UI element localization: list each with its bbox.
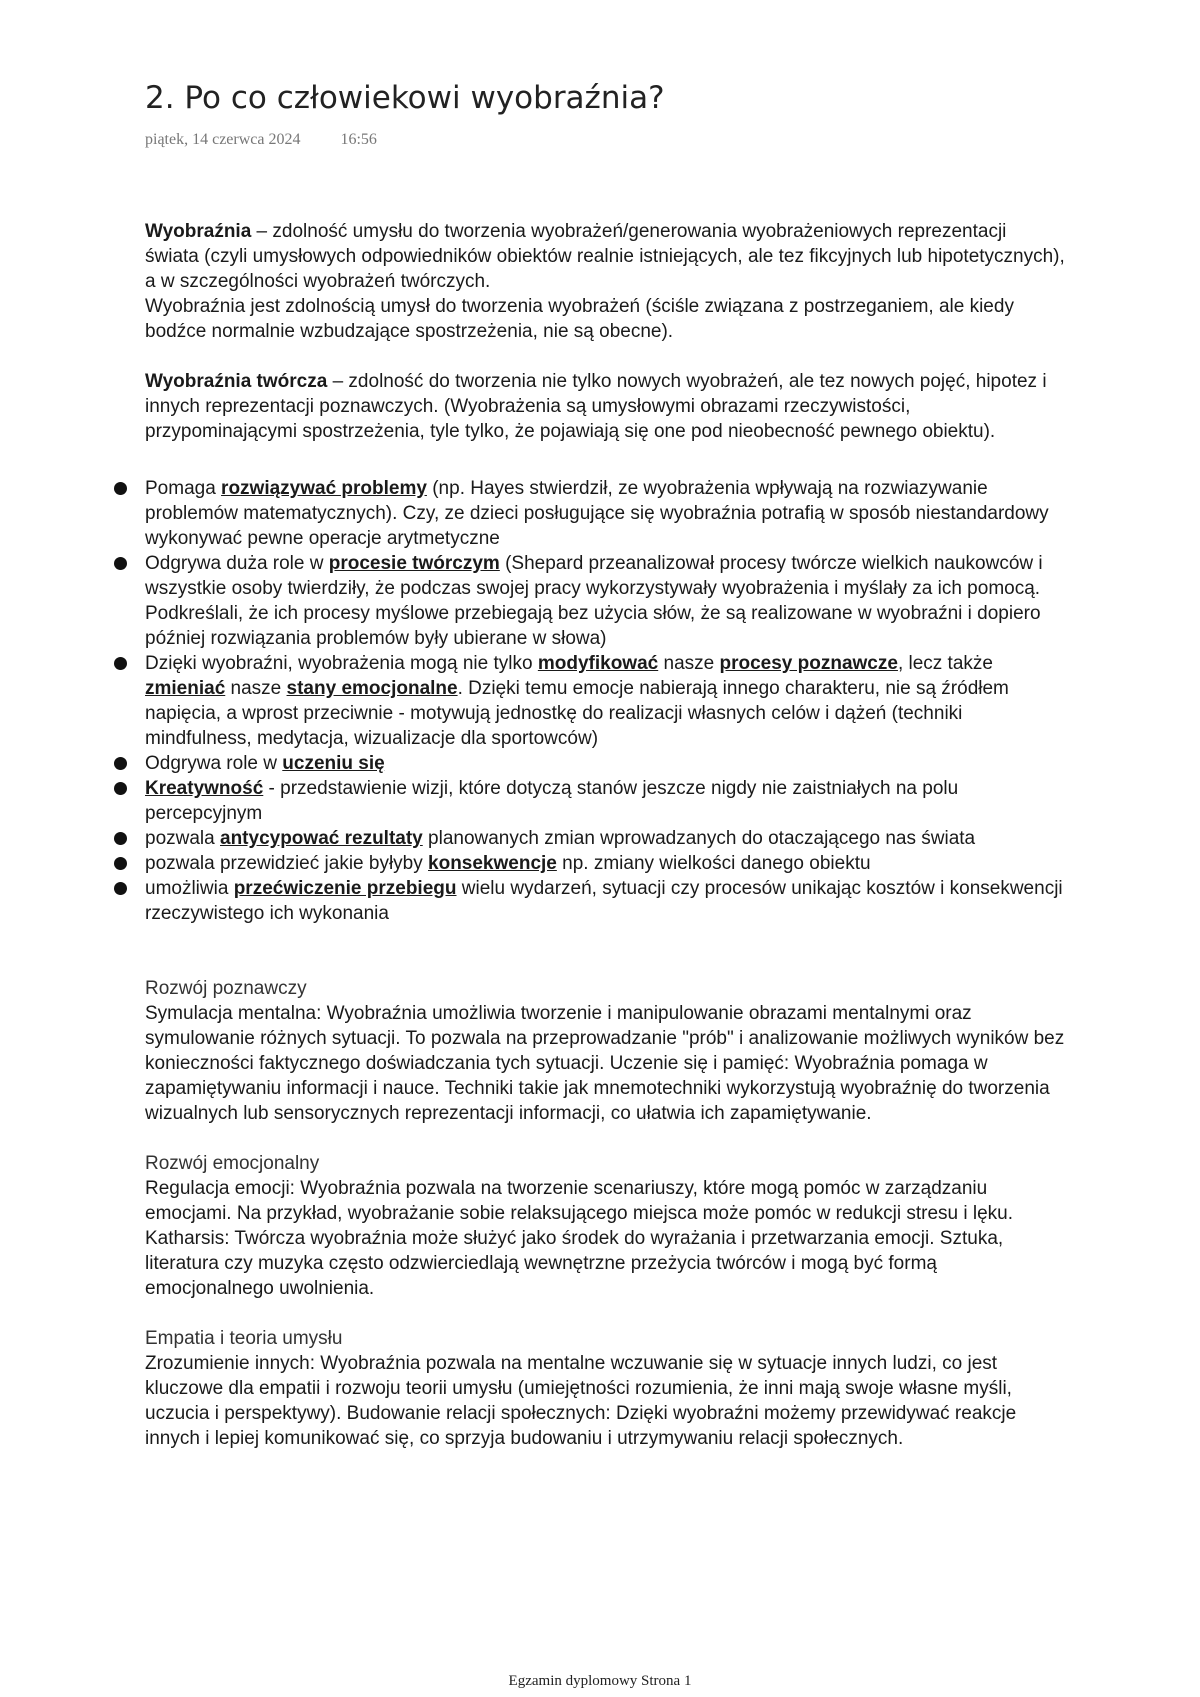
page-footer: Egzamin dyplomowy Strona 1 bbox=[508, 1673, 692, 1689]
section-heading: Empatia i teoria umysłu bbox=[145, 1328, 343, 1349]
bullet-text: Dzięki wyobraźni, wyobrażenia mogą nie tylko bbox=[145, 653, 538, 674]
bullet-item bbox=[145, 651, 1065, 751]
definition-wyobraznia bbox=[145, 219, 1065, 344]
definition-term: Wyobraźnia bbox=[145, 221, 252, 242]
bullet-item bbox=[145, 751, 1065, 776]
emphasized-term: uczeniu się bbox=[282, 753, 385, 774]
section bbox=[145, 1326, 1065, 1451]
emphasized-term: zmieniać bbox=[145, 678, 226, 699]
bullet-text: umożliwia bbox=[145, 878, 234, 899]
section bbox=[145, 976, 1065, 1126]
section-heading: Rozwój poznawczy bbox=[145, 978, 307, 999]
bullet-text: np. zmiany wielkości danego obiektu bbox=[556, 853, 871, 874]
definition-term: Wyobraźnia twórcza bbox=[145, 371, 328, 392]
definition-text: – zdolność umysłu do tworzenia wyobrażeń/generowania wyobrażeniowych reprezentacji świata (czyli umysłowych odpowiedników obiektów realnie istniejących, ale tez fikcyjnych lub hipotetycznych), a w szczególności wyobrażeń twórczych. bbox=[145, 221, 1065, 292]
bullet-text: . Dzięki temu emocje nabierają innego charakteru, nie są źródłem napięcia, a wprost przeciwnie - motywują jednostkę do realizacji własnych celów i dążeń (techniki mindfulness, medytacja, wizualizacje dla sportowców) bbox=[145, 678, 1009, 749]
bullet-item bbox=[145, 551, 1065, 651]
bullet-text: (Shepard przeanalizował procesy twórcze wielkich naukowców i wszystkie osoby twierdziły, że podczas swojej pracy wykorzystywały wyobrażenia i myślały za ich pomocą. Podkreślali, że ich procesy myślowe przebiegają bez użycia słów, że są realizowane w wyobraźni i dopiero później rozwiązania problemów były ubierane w słowa) bbox=[145, 553, 1043, 649]
bullet-text: pozwala bbox=[145, 828, 220, 849]
bullet-text: - przedstawienie wizji, które dotyczą stanów jeszcze nigdy nie zaistniałych na polu percepcyjnym bbox=[145, 778, 959, 824]
emphasized-term: stany emocjonalne bbox=[286, 678, 458, 699]
emphasized-term: modyfikować bbox=[537, 653, 659, 674]
section-heading: Rozwój emocjonalny bbox=[145, 1153, 320, 1174]
section bbox=[145, 1151, 1065, 1301]
emphasized-term: przećwiczenie przebiegu bbox=[233, 878, 457, 899]
bullet-text: wielu wydarzeń, sytuacji czy procesów unikając kosztów i konsekwencji rzeczywistego ich wykonania bbox=[145, 878, 1063, 924]
page-time: 16:56 bbox=[340, 131, 377, 148]
emphasized-term: antycypować rezultaty bbox=[220, 828, 423, 849]
emphasized-term: konsekwencje bbox=[428, 853, 557, 874]
section-body: Symulacja mentalna: Wyobraźnia umożliwia tworzenie i manipulowanie obrazami mentalnymi oraz symulowanie różnych sytuacji. To pozwala na przeprowadzanie "prób" i analizowanie możliwych wyników bez konieczności faktycznego doświadczania tych sytuacji. Uczenie się i pamięć: Wyobraźnia pomaga w zapamiętywaniu informacji i nauce. Techniki takie jak mnemotechniki wykorzystują wyobraźnię do tworzenia wizualnych lub sensorycznych reprezentacji informacji, co ułatwia ich zapamiętywanie. bbox=[145, 1003, 1065, 1124]
bullet-text: nasze bbox=[225, 678, 287, 699]
page-content bbox=[145, 219, 1065, 1451]
emphasized-term: procesie twórczym bbox=[328, 553, 500, 574]
emphasized-term: Kreatywność bbox=[145, 778, 264, 799]
bullet-text: , lecz także bbox=[897, 653, 993, 674]
sections bbox=[145, 976, 1065, 1451]
emphasized-term: procesy poznawcze bbox=[719, 653, 898, 674]
bullet-list bbox=[145, 476, 1065, 926]
bullet-item bbox=[145, 476, 1065, 551]
bullet-item bbox=[145, 851, 1065, 876]
bullet-text: Odgrywa role w bbox=[145, 753, 283, 774]
section-body: Zrozumienie innych: Wyobraźnia pozwala na mentalne wczuwanie się w sytuacje innych ludzi, co jest kluczowe dla empatii i rozwoju teorii umysłu (umiejętności rozumienia, że inni mają swoje własne myśli, uczucia i perspektywy). Budowanie relacji społecznych: Dzięki wyobraźni możemy przewidywać reakcje innych i lepiej komunikować się, co sprzyja budowaniu i utrzymywaniu relacji społecznych. bbox=[145, 1353, 1017, 1449]
bullet-text: nasze bbox=[658, 653, 720, 674]
page-title: 2. Po co człowiekowi wyobraźnia? bbox=[145, 80, 665, 116]
definition-text: – zdolność do tworzenia nie tylko nowych wyobrażeń, ale tez nowych pojęć, hipotez i innych reprezentacji poznawczych. (Wyobrażenia są umysłowymi obrazami rzeczywistości, przypominającymi spostrzeżenia, tyle tylko, że pojawiają się one pod nieobecność pewnego obiektu). bbox=[145, 371, 1047, 442]
definition-wyobraznia-tworcza bbox=[145, 369, 1065, 444]
bullet-text: (np. Hayes stwierdził, ze wyobrażenia wpływają na rozwiazywanie problemów matematycznych). Czy, ze dzieci posługujące się wyobraźnia potrafią w sposób niestandardowy wykonywać pewne operacje arytmetyczne bbox=[145, 478, 1049, 549]
bullet-text: Pomaga bbox=[145, 478, 222, 499]
bullet-item bbox=[145, 776, 1065, 826]
page-meta bbox=[145, 131, 377, 149]
bullet-text: planowanych zmian wprowadzanych do otaczającego nas świata bbox=[422, 828, 976, 849]
emphasized-term: rozwiązywać problemy bbox=[221, 478, 427, 499]
bullet-item bbox=[145, 826, 1065, 851]
definition-extra: Wyobraźnia jest zdolnością umysł do tworzenia wyobrażeń (ściśle związana z postrzeganiem, ale kiedy bodźce normalnie wzbudzające spostrzeżenia, nie są obecne). bbox=[145, 296, 1014, 342]
bullet-item bbox=[145, 876, 1065, 926]
bullet-text: pozwala przewidzieć jakie byłyby bbox=[145, 853, 429, 874]
bullet-text: Odgrywa duża role w bbox=[145, 553, 329, 574]
section-body: Regulacja emocji: Wyobraźnia pozwala na tworzenie scenariuszy, które mogą pomóc w zarządzaniu emocjami. Na przykład, wyobrażanie sobie relaksującego miejsca może pomóc w redukcji stresu i lęku. Katharsis: Twórcza wyobraźnia może służyć jako środek do wyrażania i przetwarzania emocji. Sztuka, literatura czy muzyka często odzwierciedlają wewnętrzne przeżycia twórców i mogą być formą emocjonalnego uwolnienia. bbox=[145, 1178, 1014, 1299]
page-date: piątek, 14 czerwca 2024 bbox=[145, 131, 301, 148]
